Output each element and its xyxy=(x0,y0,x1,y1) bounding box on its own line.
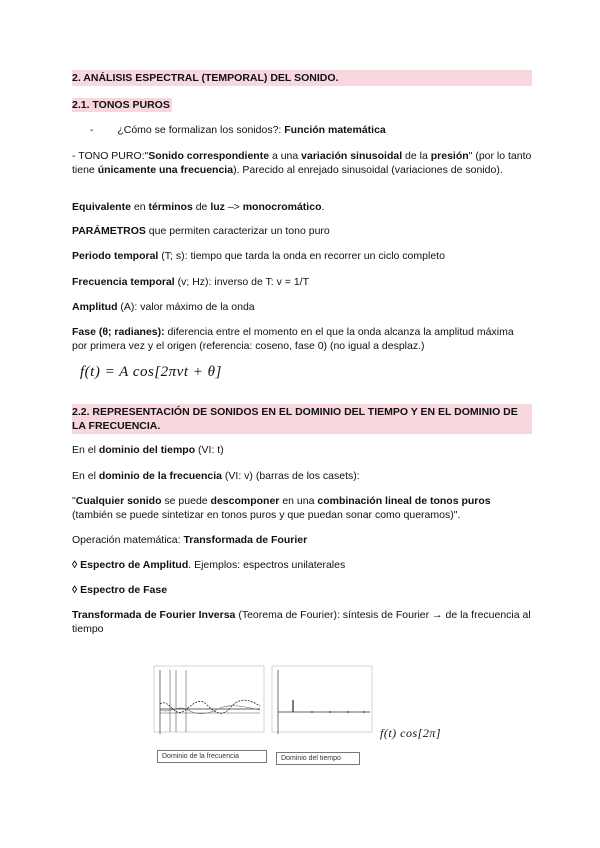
text-run: (VI: t) xyxy=(195,444,224,456)
text-run: variación sinusoidal xyxy=(301,150,403,162)
tono-puro-label: - TONO PURO xyxy=(72,150,142,162)
text-run: Sonido correspondiente xyxy=(148,150,270,162)
text-run: combinación lineal de tonos puros xyxy=(317,495,491,507)
espectro-fase-line xyxy=(72,584,167,598)
text-run: En el xyxy=(72,444,99,456)
text-run: dominio del tiempo xyxy=(98,444,196,456)
text-run: Operación matemática: xyxy=(72,534,184,546)
operacion-line xyxy=(72,534,307,548)
text-run: en xyxy=(130,201,149,213)
espectro-amplitud-line xyxy=(72,559,345,573)
text-run: ◊ Espectro de Fase xyxy=(72,584,168,596)
text-run: Amplitud xyxy=(72,301,118,313)
text-run: –> xyxy=(224,201,243,213)
text-run: de la xyxy=(402,150,431,162)
plot-right-point xyxy=(363,711,365,713)
text-run: en una xyxy=(279,495,318,507)
text-run: (T; s): tiempo que tarda la onda en recorrer un ciclo completo xyxy=(158,250,445,262)
plot-right-image xyxy=(266,660,378,746)
text-run: (v; Hz): inverso de T: v = 1/T xyxy=(174,276,310,288)
heading-2-1 xyxy=(72,98,172,113)
bullet-answer: Función matemática xyxy=(284,124,386,136)
equivalente-line xyxy=(72,201,324,215)
transformada-inversa-paragraph xyxy=(72,609,532,636)
caption-dominio-tiempo: Dominio del tiempo xyxy=(276,752,360,765)
text-run: (VI: v) (barras de los casets): xyxy=(221,470,360,482)
text-run: (también se puede sintetizar en tonos puros y que puedan sonar como queramos)". xyxy=(72,508,461,521)
plot-right-frame xyxy=(272,666,372,732)
text-run: Transformada de Fourier xyxy=(183,534,308,546)
heading-section-2: 2. ANÁLISIS ESPECTRAL (TEMPORAL) DEL SONIDO. xyxy=(72,70,532,86)
formula-figure: f(t) cos[2π] xyxy=(380,726,442,740)
plot-left-frame xyxy=(154,666,264,732)
text-run: presión xyxy=(430,150,469,162)
text-run: monocromático xyxy=(242,201,322,213)
text-run: " (por lo tanto tiene xyxy=(72,150,532,176)
formula-tono-puro: f(t) = A cos[2πvt + θ] xyxy=(80,364,222,380)
text-run: ). Parecido al enrejado sinusoidal (variaciones de sonido). xyxy=(233,163,503,176)
amplitud-line xyxy=(72,301,255,315)
text-run: de xyxy=(192,201,211,213)
text-run: descomponer xyxy=(210,495,280,507)
text-run: . xyxy=(321,201,325,213)
text-run: . Ejemplos: espectros unilaterales xyxy=(188,559,346,571)
text-run: luz xyxy=(210,201,225,213)
text-run: Fase (θ; radianes): xyxy=(72,326,165,338)
dominio-frecuencia-line xyxy=(72,470,360,484)
text-run: Transformada de Fourier Inversa xyxy=(72,609,236,621)
plot-right-point xyxy=(311,711,313,713)
text-run: (Teorema de Fourier): síntesis de Fourier → de la frecuencia al tiempo xyxy=(72,609,531,635)
text-run: En el xyxy=(72,470,99,482)
fase-paragraph xyxy=(72,326,527,353)
dominio-tiempo-line xyxy=(72,444,224,458)
text-run: términos xyxy=(148,201,193,213)
text-run: Frecuencia temporal xyxy=(72,276,175,288)
periodo-line xyxy=(72,250,445,264)
text-run: diferencia entre el momento en el que la onda alcanza la amplitud máxima por primera vez y el origen (referencia: coseno, fase 0) (no igual a desplaz.) xyxy=(72,326,514,352)
heading-2-2-text: 2.2. REPRESENTACIÓN DE SONIDOS EN EL DOMINIO DEL TIEMPO Y EN EL DOMINIO DE LA FRECUENCIA. xyxy=(72,404,532,434)
plot-left-wave-2 xyxy=(160,706,260,714)
text-run: PARÁMETROS xyxy=(72,225,146,237)
bullet-question: ¿Cómo se formalizan los sonidos?: xyxy=(117,124,285,136)
text-run: se puede xyxy=(161,495,211,507)
plot-right-point xyxy=(347,711,349,713)
bullet-dash: - xyxy=(90,124,94,136)
caption-dominio-frecuencia: Dominio de la frecuencia xyxy=(157,750,267,763)
text-run: que permiten caracterizar un tono puro xyxy=(145,225,330,237)
heading-2-2 xyxy=(72,404,532,434)
plot-left-image xyxy=(148,660,270,746)
parametros-line xyxy=(72,225,330,239)
text-run: Cualquier sonido xyxy=(75,495,162,507)
text-run: Equivalente xyxy=(72,201,131,213)
heading-2-1-text: 2.1. TONOS PUROS xyxy=(72,99,170,111)
text-run: " xyxy=(72,495,76,507)
text-run: ◊ Espectro de Amplitud xyxy=(72,559,189,571)
text-run: :" xyxy=(141,150,149,162)
frecuencia-line xyxy=(72,276,309,290)
text-run: únicamente una frecuencia xyxy=(97,163,234,176)
fourier-quote xyxy=(72,495,532,522)
bullet-item xyxy=(90,124,386,138)
text-run: a una xyxy=(269,150,302,162)
text-run: Periodo temporal xyxy=(72,250,159,262)
tono-puro-paragraph xyxy=(72,150,532,177)
text-run: dominio de la frecuencia xyxy=(98,470,222,482)
plot-right-point xyxy=(329,711,331,713)
text-run: (A): valor máximo de la onda xyxy=(117,301,255,313)
